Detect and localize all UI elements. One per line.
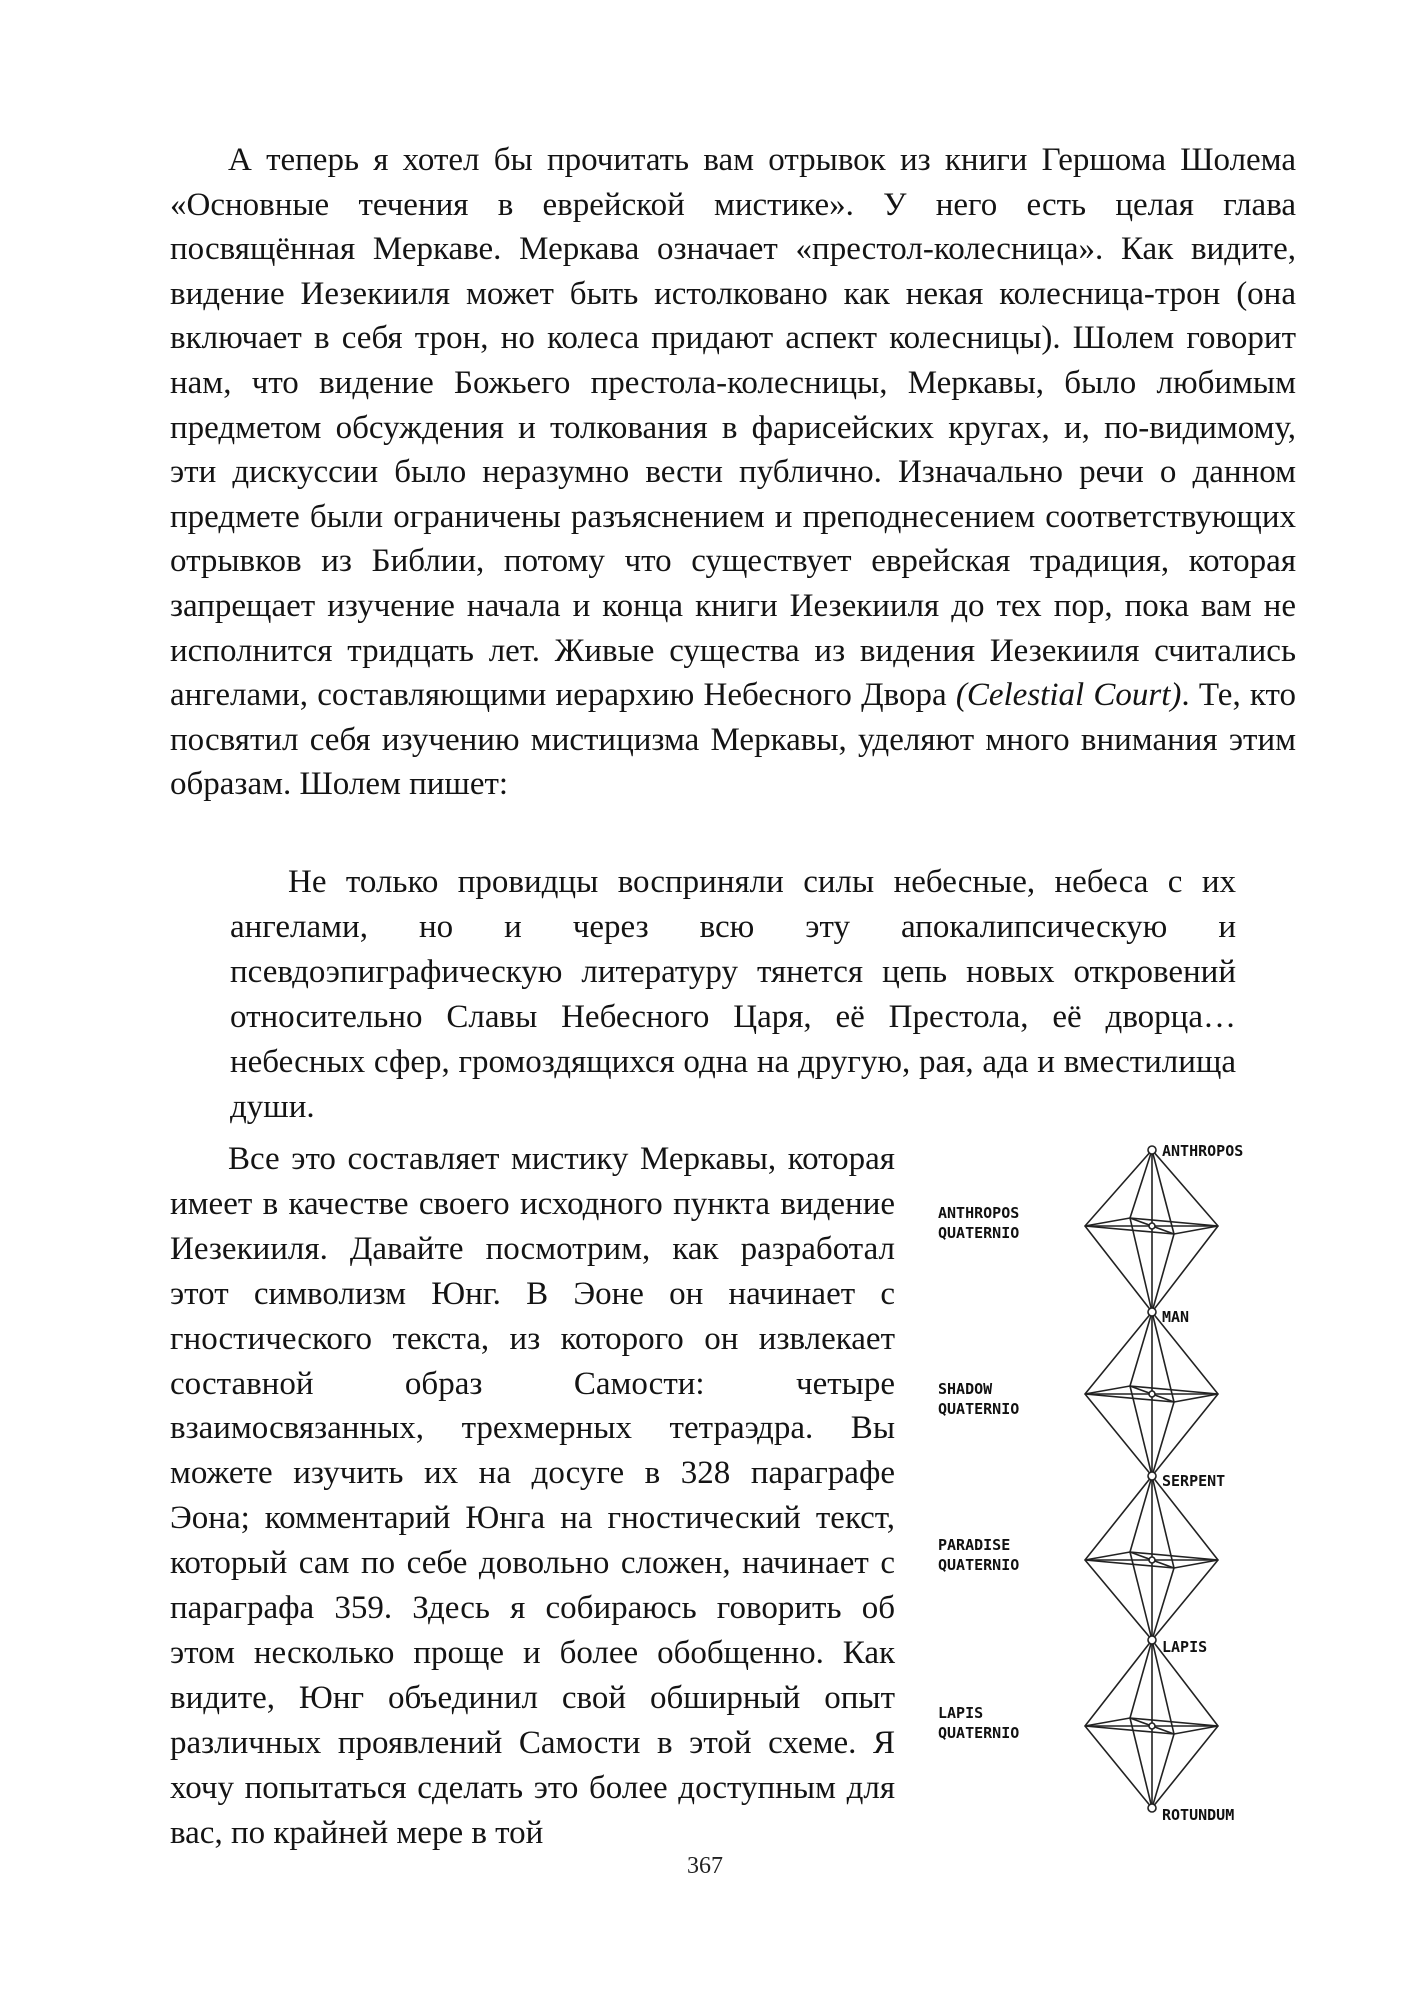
paragraph-2: Все это составляет мистику Меркавы, которая имеет в качестве своего исходного пункта видение Иезекииля. Давайте посмотрим, как разработал этот символизм Юнг. В Эоне он начинает с гностического текста, из которого он извлекает составной образ Самости: четыре взаимосвязанных, трехмерных тетраэдра. Вы можете изучить их на досуге в 328 параграфе Эона; комментарий Юнга на гностический текст, который сам по себе довольно сложен, начинает с параграфа 359. Здесь я собираюсь говорить об этом несколько проще и более обобщенно. Как видите, Юнг объединил свой обширный опыт различных проявлений Самости в этой схеме. Я хочу попытаться сделать это более доступным для вас, по крайней мере в той [170,1141,895,1851]
page-number: 367 [687,1853,723,1879]
label-serpent: SERPENT [1162,1472,1226,1490]
label-q4-line1: LAPIS [938,1704,984,1722]
quaternio-diagram [930,1140,1310,1860]
label-anthropos: ANTHROPOS [1162,1142,1244,1160]
node-anthropos [1148,1146,1156,1154]
label-man: MAN [1162,1308,1190,1326]
label-q1-line1: ANTHROPOS [938,1204,1020,1222]
label-q4-line2: QUATERNIO [938,1724,1020,1742]
label-q3-line2: QUATERNIO [938,1556,1020,1574]
label-q2-line1: SHADOW [938,1380,993,1398]
node-serpent [1148,1472,1156,1480]
node-man [1148,1308,1156,1316]
label-q1-line2: QUATERNIO [938,1224,1020,1242]
paragraph-1-end: . Те, кто посвятил себя изучению мистицизма Меркавы, уделяют много внимания этим образам. Шолем пишет: [170,677,1297,803]
block-quote: Не только провидцы восприняли силы небесные, небеса с их ангелами, но и через всю эту апокалипсическую и псевдоэпиграфическую литературу тянется цепь новых откровений относительно Славы Небесного Царя, её Престола, её дворца… небесных сфер, громоздящихся одна на другую, рая, ада и вместилища души. [230,864,1236,1125]
paragraph-1 [170,138,1296,807]
node-lapis [1148,1636,1156,1644]
label-q2-line2: QUATERNIO [938,1400,1020,1418]
node-rotundum [1148,1804,1156,1812]
label-q3-line1: PARADISE [938,1536,1011,1554]
paragraph-1-text: А теперь я хотел бы прочитать вам отрывок из книги Гершома Шолема «Основные течения в еврейской мистике». У него есть целая глава посвящённая Меркаве. Меркава означает «престол-колесница». Как видите, видение Иезекииля может быть истолковано как некая колесница-трон (она включает в себя трон, но колеса придают аспект колесницы). Шолем говорит нам, что видение Божьего престола-колесницы, Меркавы, было любимым предметом обсуждения и толкования в фарисейских кругах, и, по-видимому, эти дискуссии было неразумно вести публично. Изначально речи о данном предмете были ограничены разъяснением и преподнесением соответствующих отрывков из Библии, потому что существует еврейская традиция, которая запрещает изучение начала и конца книги Иезекииля до тех пор, пока вам не исполнится тридцать лет. Живые существа из видения Иезекииля считались ангелами, составляющими иерархию Небесного Двора [170,142,1296,714]
label-rotundum: ROTUNDUM [1162,1806,1235,1824]
label-lapis-node: LAPIS [1162,1638,1208,1656]
paragraph-1-term: (Celestial Court) [955,677,1182,714]
